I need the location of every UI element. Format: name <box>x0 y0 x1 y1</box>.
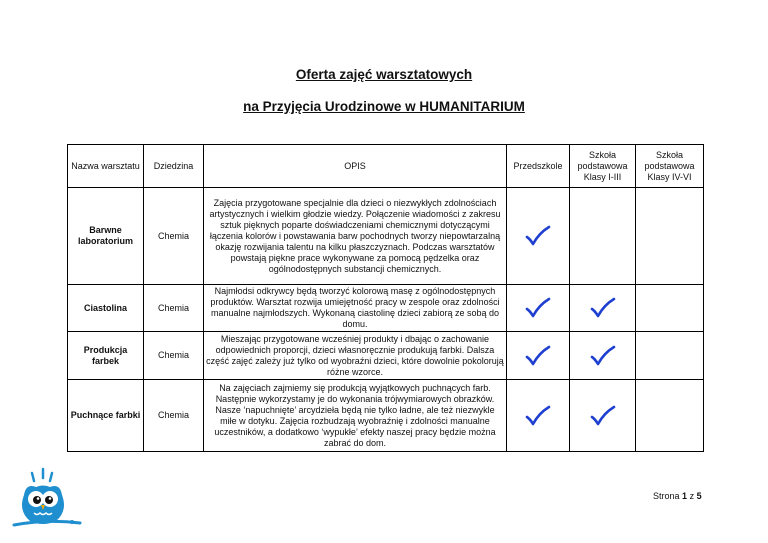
check-primary-1-3 <box>570 285 636 332</box>
check-primary-4-6 <box>636 332 704 380</box>
workshop-name: Puchnące farbki <box>68 380 144 452</box>
workshop-name: Barwne laboratorium <box>68 188 144 285</box>
header-name: Nazwa warsztatu <box>68 145 144 188</box>
workshop-domain: Chemia <box>144 332 204 380</box>
workshop-description: Najmłodsi odkrywcy będą tworzyć kolorową masę z ogólnodostępnych produktów. Warsztat rozwija umiejętność pracy w zespole oraz zdolności manualne najmłodszych. Wykonaną ciastolinę dzieci zabiorą ze sobą do domu. <box>204 285 507 332</box>
checkmark-icon <box>509 345 567 367</box>
header-domain: Dziedzina <box>144 145 204 188</box>
check-primary-1-3 <box>570 188 636 285</box>
check-primary-4-6 <box>636 188 704 285</box>
header-primary-4-6: Szkoła podstawowa Klasy IV-VI <box>636 145 704 188</box>
header-primary-1-3: Szkoła podstawowa Klasy I-III <box>570 145 636 188</box>
owl-logo-icon <box>12 465 82 536</box>
check-preschool <box>507 188 570 285</box>
workshop-description: Zajęcia przygotowane specjalnie dla dzieci o niezwykłych zdolnościach artystycznych i wielkim głodzie wiedzy. Połączenie wiadomości z zakresu sztuk pięknych poparte doświadczeniami chemicznymi dotyczącymi łączenia kolorów i powstawania barw pochodnych tworzy niepowtarzalną okazję rozwijania talentu na kilku płaszczyznach. Podczas warsztatów powstają piękne prace wykonywane za pomocą pędzelka oraz ogólnodostępnych substancji chemicznych. <box>204 188 507 285</box>
workshop-domain: Chemia <box>144 380 204 452</box>
page-total: 5 <box>696 491 702 501</box>
workshop-description: Na zajęciach zajmiemy się produkcją wyjątkowych puchnących farb. Następnie wykorzystamy je do wykonania trójwymiarowych obrazków. Nasze ‘napuchnięte’ arcydzieła będą nie tylko ładne, ale też niezwykle miłe w dotyku. Zajęcia rozbudzają wyobraźnię i zdolności manualne uczestników, a dodatkowo ‘wypukłe’ efekty naszej pracy będzie można zabrać do dom. <box>204 380 507 452</box>
checkmark-icon <box>509 405 567 427</box>
checkmark-icon <box>572 297 633 319</box>
document-title: Oferta zajęć warsztatowych <box>295 67 473 82</box>
page-word: Strona <box>653 491 680 501</box>
page-current: 1 <box>682 491 688 501</box>
header-description: OPIS <box>204 145 507 188</box>
checkmark-icon <box>572 345 633 367</box>
table-row <box>68 188 704 285</box>
table-row <box>68 332 704 380</box>
check-primary-4-6 <box>636 285 704 332</box>
checkmark-icon <box>572 405 633 427</box>
document-subtitle: na Przyjęcia Urodzinowe w HUMANITARIUM <box>243 99 525 114</box>
workshop-description: Mieszając przygotowane wcześniej produkty i dbając o zachowanie odpowiednich proporcji, dzieci własnoręcznie produkują farbki. Dalsza część zajęć zależy już tylko od wyobraźni dzieci, które dowolnie pokolorują różne wzorce. <box>204 332 507 380</box>
page-separator: z <box>689 491 695 501</box>
check-preschool <box>507 380 570 452</box>
checkmark-icon <box>509 225 567 247</box>
workshop-table <box>67 144 704 452</box>
table-row <box>68 285 704 332</box>
check-preschool <box>507 332 570 380</box>
workshop-name: Produkcja farbek <box>68 332 144 380</box>
check-primary-1-3 <box>570 332 636 380</box>
checkmark-icon <box>509 297 567 319</box>
header-preschool: Przedszkole <box>507 145 570 188</box>
check-preschool <box>507 285 570 332</box>
table-row <box>68 380 704 452</box>
check-primary-1-3 <box>570 380 636 452</box>
check-primary-4-6 <box>636 380 704 452</box>
workshop-domain: Chemia <box>144 285 204 332</box>
page-footer <box>653 491 702 501</box>
workshop-name: Ciastolina <box>68 285 144 332</box>
table-header-row <box>68 145 704 188</box>
workshop-domain: Chemia <box>144 188 204 285</box>
